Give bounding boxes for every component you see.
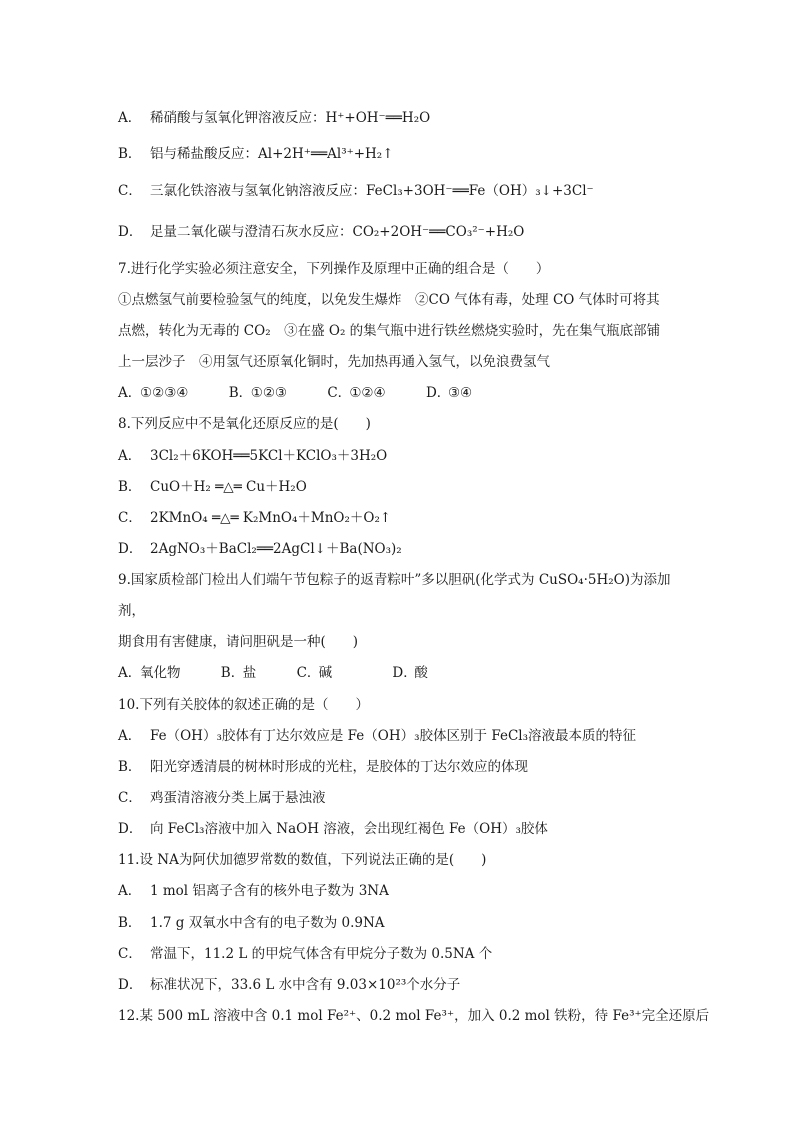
option-text: 常温下，11.2 L 的甲烷气体含有甲烷分子数为 0.5NA 个 — [150, 946, 493, 962]
option-label: B． — [118, 479, 142, 495]
option-label: A． — [118, 728, 142, 744]
q12-stem: 12.某 500 mL 溶液中含 0.1 mol Fe²⁺、0.2 mol Fe³⁺，加入 0.2 mol 铁粉，待 Fe³⁺完全还原后 — [118, 1008, 710, 1024]
choice-c — [327, 383, 385, 403]
choice-text: 酸 — [414, 665, 428, 681]
choice-text: ①②③ — [250, 385, 288, 401]
choice-text: 碱 — [318, 665, 333, 681]
choice-text: 盐 — [242, 665, 257, 681]
option-text: 阳光穿透清晨的树林时形成的光柱，是胶体的丁达尔效应的体现 — [150, 759, 528, 775]
q11-stem: 11.设 NA为阿伏加德罗常数的数值，下列说法正确的是( ) — [118, 852, 487, 868]
option-label: C． — [118, 946, 142, 962]
option-text: 三氯化铁溶液与氢氧化钠溶液反应：FeCl₃+3OH⁻══Fe（OH）₃↓+3Cl⁻ — [150, 183, 594, 199]
option-label: B． — [118, 146, 142, 162]
option-label: D． — [118, 821, 143, 837]
q6-option-d — [118, 222, 524, 242]
choice-b — [221, 663, 257, 683]
option-text: 稀硝酸与氢氧化钾溶液反应：H⁺+OH⁻══H₂O — [150, 110, 431, 126]
option-label: D． — [118, 977, 143, 993]
q8-option-a — [118, 446, 387, 466]
q6-option-c — [118, 181, 594, 201]
q10-option-b — [118, 757, 528, 777]
option-text: 3Cl₂＋6KOH══5KCl＋KClO₃＋3H₂O — [150, 448, 388, 464]
choice-d — [392, 663, 428, 683]
option-text: 2KMnO₄ ═△═ K₂MnO₄＋MnO₂＋O₂↑ — [150, 510, 392, 526]
option-text: CuO＋H₂ ═△═ Cu＋H₂O — [150, 479, 307, 495]
choice-text: 氧化物 — [140, 665, 181, 681]
option-label: A． — [118, 110, 142, 126]
choice-a — [118, 383, 188, 403]
option-text: 标准状况下，33.6 L 水中含有 9.03×10²³个水分子 — [150, 977, 461, 993]
q7-choices — [118, 383, 508, 403]
q11-option-d — [118, 975, 460, 995]
q10-option-a — [118, 726, 636, 746]
option-text: 向 FeCl₃溶液中加入 NaOH 溶液，会出现红褐色 Fe（OH）₃胶体 — [150, 821, 548, 837]
q6-option-b — [118, 144, 394, 164]
q9-choices — [118, 663, 464, 683]
option-text: 1.7 g 双氧水中含有的电子数为 0.9NA — [150, 915, 385, 931]
q7-body-line: 上一层沙子 ④用氢气还原氧化铜时，先加热再通入氢气，以免浪费氢气 — [118, 354, 550, 370]
q7-body-line: 点燃，转化为无毒的 CO₂ ③在盛 O₂ 的集气瓶中进行铁丝燃烧实验时，先在集气瓶底部铺 — [118, 323, 661, 339]
option-text: 铝与稀盐酸反应：Al+2H⁺══Al³⁺+H₂↑ — [150, 146, 394, 162]
option-text: 1 mol 铝离子含有的核外电子数为 3NA — [150, 883, 389, 899]
choice-label: C． — [296, 665, 321, 681]
choice-text: ①②④ — [349, 385, 386, 401]
q11-option-c — [118, 944, 492, 964]
choice-label: B． — [228, 385, 253, 401]
choice-text: ①②③④ — [140, 385, 189, 401]
q11-option-b — [118, 913, 385, 933]
q9-stem-line: 期食用有害健康，请问胆矾是一种( ) — [118, 634, 359, 650]
choice-label: D． — [392, 665, 417, 681]
option-label: C． — [118, 510, 142, 526]
option-label: C． — [118, 183, 142, 199]
choice-label: D． — [425, 385, 451, 401]
option-label: B． — [118, 915, 142, 931]
q8-option-b — [118, 477, 307, 497]
q7-body-line: ①点燃氢气前要检验氢气的纯度，以免发生爆炸 ②CO 气体有毒，处理 CO 气体时可将其 — [118, 292, 660, 308]
option-label: D． — [118, 541, 143, 557]
q6-option-a — [118, 108, 430, 128]
choice-text: ③④ — [447, 385, 473, 401]
q10-stem: 10.下列有关胶体的叙述正确的是（ ） — [118, 697, 369, 713]
q9-stem-line: 剂， — [118, 603, 145, 619]
q8-option-c — [118, 508, 391, 528]
option-label: D． — [118, 224, 143, 240]
choice-b — [229, 383, 287, 403]
option-label: C． — [118, 790, 142, 806]
q8-option-d — [118, 539, 402, 559]
q10-option-c — [118, 788, 326, 808]
option-text: 2AgNO₃＋BaCl₂══2AgCl↓＋Ba(NO₃)₂ — [150, 541, 402, 557]
q7-stem: 7.进行化学实验必须注意安全，下列操作及原理中正确的组合是（ ） — [118, 261, 550, 277]
choice-a — [118, 663, 181, 683]
option-text: 足量二氧化碳与澄清石灰水反应：CO₂+2OH⁻══CO₃²⁻+H₂O — [150, 224, 525, 240]
q8-stem: 8.下列反应中不是氧化还原反应的是( ) — [118, 416, 371, 432]
option-text: 鸡蛋清溶液分类上属于悬浊液 — [150, 790, 326, 806]
q10-option-d — [118, 819, 548, 839]
choice-label: A． — [118, 665, 142, 681]
option-label: A． — [118, 883, 142, 899]
choice-label: A． — [118, 385, 142, 401]
q9-stem-line: 9.国家质检部门检出人们端午节包粽子的返青粽叶”多以胆矾(化学式为 CuSO₄·5H₂O)为添加 — [118, 572, 671, 588]
option-text: Fe（OH）₃胶体有丁达尔效应是 Fe（OH）₃胶体区别于 FeCl₃溶液最本质的特征 — [150, 728, 636, 744]
q11-option-a — [118, 881, 389, 901]
choice-c — [297, 663, 333, 683]
option-label: A． — [118, 448, 142, 464]
choice-label: B． — [220, 665, 245, 681]
choice-label: C． — [327, 385, 352, 401]
option-label: B． — [118, 759, 142, 775]
choice-d — [426, 383, 472, 403]
